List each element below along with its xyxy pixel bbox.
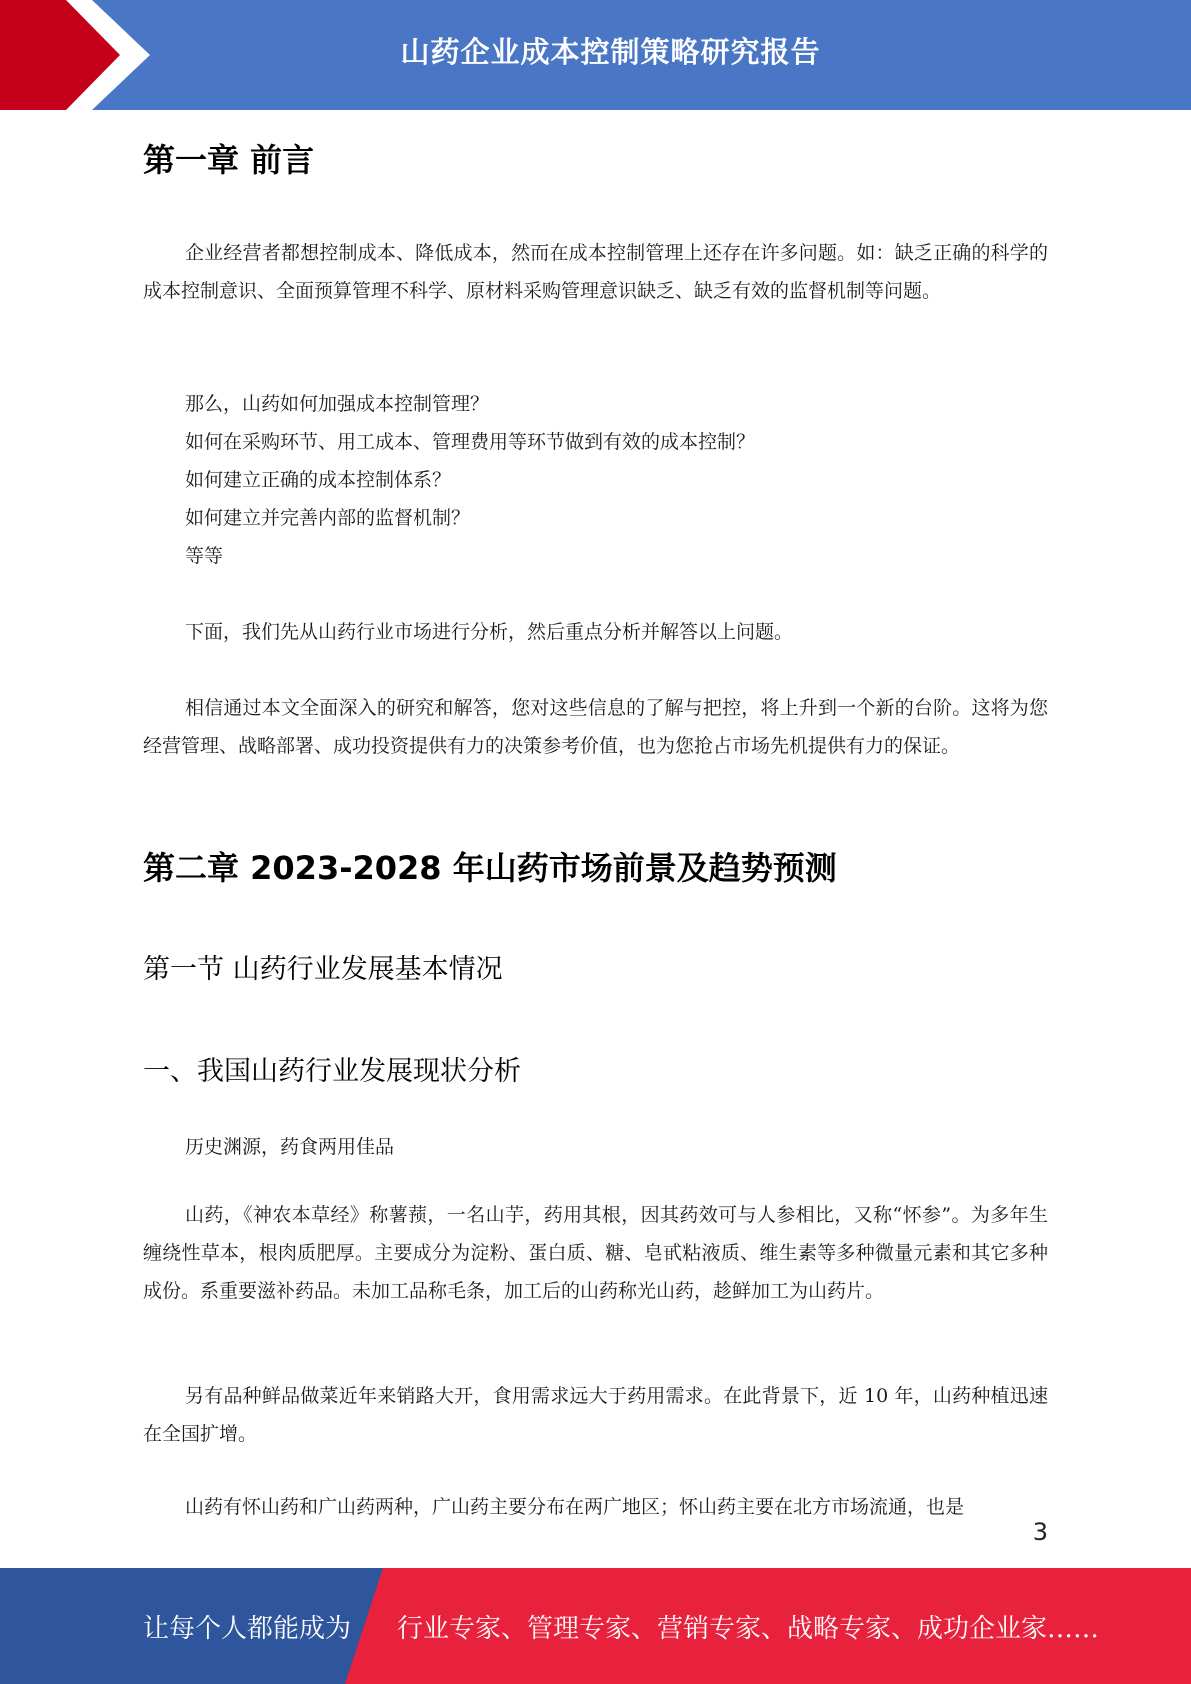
chapter-2 <box>143 838 1048 898</box>
question-list <box>143 385 1048 575</box>
question-item: 如何在采购环节、用工成本、管理费用等环节做到有效的成本控制？ <box>185 431 756 453</box>
analysis-intro <box>143 613 1048 651</box>
subsection-1-heading: 一、我国山药行业发展现状分析 <box>143 1056 521 1087</box>
closing-intro <box>143 689 1048 765</box>
footer-slogan-right: 行业专家、管理专家、营销专家、战略专家、成功企业家…… <box>397 1614 1100 1644</box>
market-block <box>143 1377 1048 1453</box>
question-item: 那么，山药如何加强成本控制管理？ <box>185 393 490 415</box>
history-line <box>143 1128 1048 1166</box>
intro-paragraph: 企业经营者都想控制成本、降低成本，然而在成本控制管理上还存在许多问题。如：缺乏正确的科学的成本控制意识、全面预算管理不科学、原材料采购管理意识缺乏、缺乏有效的监督机制等问题。 <box>143 242 1048 302</box>
description-paragraph: 山药，《神农本草经》称薯蓣，一名山芋，药用其根，因其药效可与人参相比，又称“怀参”。为多年生缠绕性草本，根肉质肥厚。主要成分为淀粉、蛋白质、糖、皂甙粘液质、维生素等多种微量元素和其它多种成份。系重要滋补药品。未加工品称毛条，加工后的山药称光山药，趁鲜加工为山药片。 <box>143 1204 1048 1302</box>
description-block <box>143 1196 1048 1310</box>
question-item: 如何建立正确的成本控制体系？ <box>185 469 452 491</box>
question-item: 如何建立并完善内部的监督机制？ <box>185 507 471 529</box>
subsection-1 <box>143 1047 1048 1097</box>
history-paragraph: 历史渊源，药食两用佳品 <box>185 1136 395 1158</box>
chapter-2-heading: 第二章 2023-2028 年山药市场前景及趋势预测 <box>143 849 837 887</box>
analysis-paragraph: 下面，我们先从山药行业市场进行分析，然后重点分析并解答以上问题。 <box>185 621 794 643</box>
chapter-1-intro <box>143 234 1048 310</box>
variety-paragraph: 山药有怀山药和广山药两种，广山药主要分布在两广地区；怀山药主要在北方市场流通，也是 <box>185 1496 965 1518</box>
closing-paragraph: 相信通过本文全面深入的研究和解答，您对这些信息的了解与把控，将上升到一个新的台阶。这将为您经营管理、战略部署、成功投资提供有力的决策参考价值，也为您抢占市场先机提供有力的保证。 <box>143 697 1048 757</box>
market-paragraph: 另有品种鲜品做菜近年来销路大开，食用需求远大于药用需求。在此背景下，近 10 年，山药种植迅速在全国扩增。 <box>143 1385 1048 1445</box>
section-1-heading: 第一节 山药行业发展基本情况 <box>143 954 503 985</box>
page-footer <box>0 1568 1191 1684</box>
report-title: 山药企业成本控制策略研究报告 <box>400 35 821 69</box>
chapter-1 <box>143 130 1048 190</box>
chapter-1-heading: 第一章 前言 <box>143 141 315 179</box>
footer-slogan-left: 让每个人都能成为 <box>143 1614 352 1644</box>
page-number: 3 <box>1032 1518 1048 1546</box>
section-1 <box>143 945 1048 995</box>
page-header <box>0 0 1191 110</box>
variety-block <box>143 1488 1048 1526</box>
question-item: 等等 <box>185 545 224 567</box>
